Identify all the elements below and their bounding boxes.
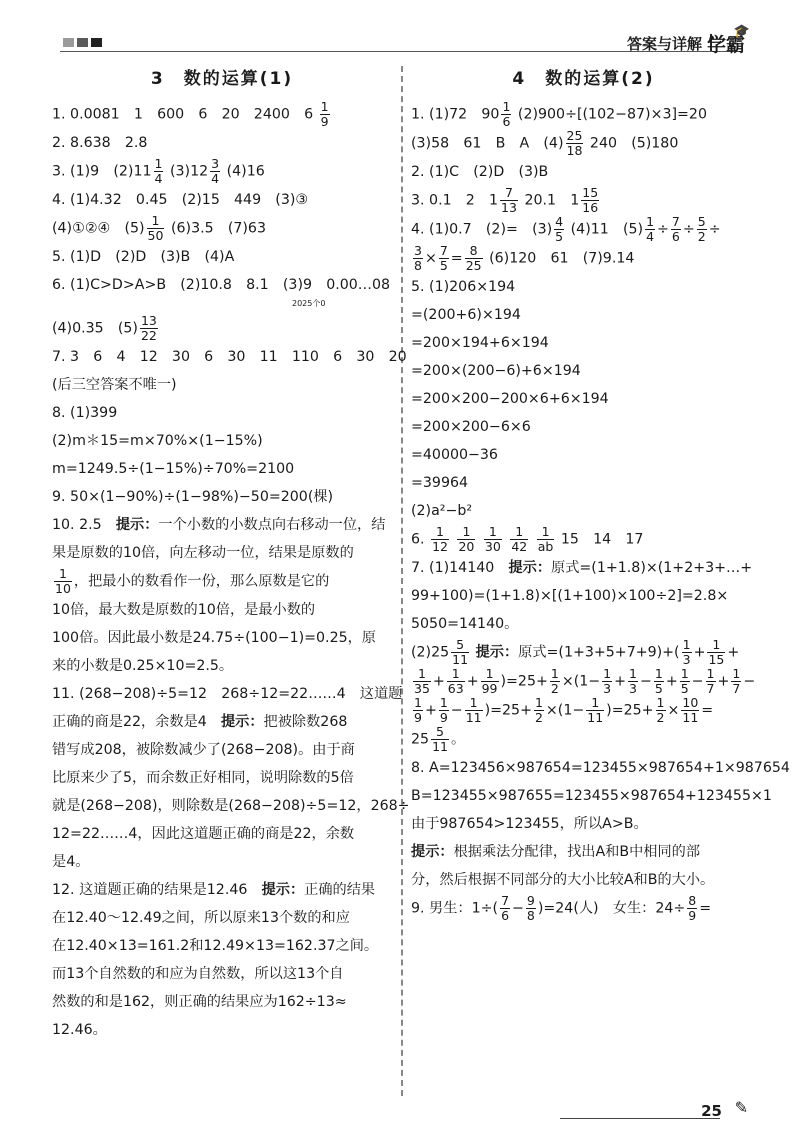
page-footer [560, 1098, 770, 1126]
answer-r5c: =200×194+6×194 [411, 335, 549, 351]
answer-7a: 7. 3 6 4 12 30 6 30 11 110 6 30 20 [52, 349, 407, 365]
answer-10d: 10倍，最大数是原数的10倍，是最小数的 [52, 602, 316, 618]
answer-r8c: 由于987654>123455，所以A>B。 [411, 816, 648, 832]
answer-7b: (后三空答案不唯一) [52, 377, 177, 393]
answer-r5f: =200×200−6×6 [411, 419, 531, 435]
answer-10a: 10. 2.5 提示：一个小数的小数点向右移动一位，结 [52, 517, 386, 533]
answer-12d: 而13个自然数的和应为自然数，所以这13个自 [52, 966, 344, 982]
answer-9: 9. 50×(1−90%)÷(1−98%)−50=200(棵) [52, 489, 334, 505]
answer-12f: 12.46。 [52, 1022, 107, 1038]
pencil-icon: ✎ [734, 1098, 748, 1117]
answer-11g: 是4。 [52, 854, 90, 870]
answer-r4b: $\frac{3}{8}$ × $\frac{7}{5}$ = $\frac{8}{25}$ (6)120 61 (7)9.14 [414, 243, 635, 273]
answer-r7g: 25 $\frac{5}{11}$ 。 [411, 724, 466, 754]
answer-r4a: 4. (1)0.7 (2)= (3) $\frac{4}{5}$ (4)11 (5) $\frac{1}{4}$ ÷ $\frac{7}{6}$ ÷ $\frac{5}{2}$ ÷ [411, 214, 721, 244]
answer-8a: 8. (1)399 [52, 405, 118, 421]
answer-r7c: 5050=14140。 [411, 616, 519, 632]
answer-1: 1. 0.0081 1 600 6 20 2400 6 $\frac{1}{9}$ [52, 99, 329, 129]
answer-4b: (4)①②④ (5) $\frac{1}{50}$ (6)3.5 (7)63 [52, 213, 266, 243]
answer-r7b: 99+100)=(1+1.8)×[(1+100)×100÷2]=2.8× [411, 588, 729, 604]
answer-4a: 4. (1)4.32 0.45 (2)15 449 (3)③ [52, 192, 309, 208]
answer-r5d: =200×(200−6)+6×194 [411, 363, 581, 379]
answer-12b: 在12.40～12.49之间，所以原来13个数的和应 [52, 910, 350, 926]
answer-11a: 11. (268−208)÷5=12 268÷12=22……4 这道题 [52, 686, 403, 702]
answer-5: 5. (1)D (2)D (3)B (4)A [52, 249, 235, 265]
answer-r3: 3. 0.1 2 1 $\frac{7}{13}$ 20.1 1 $\frac{15}{16}$ [411, 185, 599, 215]
header-square-light [63, 38, 74, 47]
answer-r7d: (2)25 $\frac{5}{11}$ 提示：原式=(1+3+5+7+9)+( $\frac{1}{3}$ + $\frac{1}{15}$ + [411, 637, 740, 667]
answer-10b: 果是原数的10倍，向左移动一位，结果是原数的 [52, 545, 354, 561]
answer-r1b: (3)58 61 B A (4) $\frac{25}{18}$ 240 (5)180 [411, 128, 679, 158]
graduation-cap-icon: 🎓 [733, 24, 750, 39]
answer-12c: 在12.40×13=161.2和12.49×13=162.37之间。 [52, 938, 379, 954]
brand-logo: 学霸 [706, 34, 745, 56]
answer-10f: 来的小数是0.25×10=2.5。 [52, 658, 234, 674]
answer-6a: 6. (1)C>D>A>B (2)10.8 8.1 (3)9 0.00…08 [52, 277, 391, 293]
answer-r5h: =39964 [411, 475, 469, 491]
answer-6-brace-note: 2025个0 [292, 299, 326, 308]
answer-2: 2. 8.638 2.8 [52, 135, 148, 151]
answer-r5g: =40000−36 [411, 447, 498, 463]
answer-r5a: 5. (1)206×194 [411, 279, 516, 295]
answer-r8a: 8. A=123456×987654=123455×987654+1×987654 [411, 760, 790, 776]
answer-r5e: =200×200−200×6+6×194 [411, 391, 609, 407]
answer-r9: 9. 男生：1÷( $\frac{7}{6}$ − $\frac{9}{8}$ )=24(人) 女生：24÷ $\frac{8}{9}$ = [411, 893, 712, 923]
answer-r8b: B=123455×987655=123455×987654+123455×1 [411, 788, 772, 804]
section-title-right: 4 数的运算(2) [512, 69, 655, 89]
answer-r8d: 提示：根据乘法分配律，找出A和B中相同的部 [411, 844, 701, 860]
answer-r7f: $\frac{1}{9}$ + $\frac{1}{9}$ − $\frac{1}{11}$ )=25+ $\frac{1}{2}$ ×(1− $\frac{1}{11}$ )=25+ $\frac{1}{2}$ × $\frac{10}{11}$ = [414, 695, 714, 725]
answer-3: 3. (1)9 (2)11 $\frac{1}{4}$ (3)12 $\frac{3}{4}$ (4)16 [52, 156, 265, 186]
answer-12e: 然数的和是162，则正确的结果应为162÷13≈ [52, 994, 347, 1010]
answer-11f: 12=22……4，因此这道题正确的商是22，余数 [52, 826, 355, 842]
header-square-dark [91, 38, 102, 47]
answer-r5b: =(200+6)×194 [411, 307, 521, 323]
header-title: 答案与详解 [626, 35, 702, 53]
answer-11b: 正确的商是22，余数是4 提示：把被除数268 [52, 714, 348, 730]
answer-r5i: (2)a²−b² [411, 503, 473, 519]
answer-8c: m=1249.5÷(1−15%)÷70%=2100 [52, 461, 295, 477]
answer-11d: 比原来少了5，而余数正好相同，说明除数的5倍 [52, 770, 354, 786]
answer-r1a: 1. (1)72 90 $\frac{1}{6}$ (2)900÷[(102−87)×3]=20 [411, 99, 707, 129]
right-column [411, 62, 790, 923]
answer-11e: 就是(268−208)，则除数是(268−208)÷5=12，268÷ [52, 798, 410, 814]
answer-10e: 100倍。因此最小数是24.75÷(100−1)=0.25，原 [52, 630, 376, 646]
answer-11c: 错写成208，被除数减少了(268−208)。由于商 [52, 742, 355, 758]
answer-r7a: 7. (1)14140 提示：原式=(1+1.8)×(1+2+3+…+ [411, 560, 753, 576]
section-title-left: 3 数的运算(1) [150, 69, 294, 89]
answer-6b: (4)0.35 (5) $\frac{13}{22}$ [52, 313, 157, 343]
answer-8b: (2)m＊15=m×70%×(1−15%) [52, 433, 263, 449]
answer-r6: 6. $\frac{1}{12}$ $\frac{1}{20}$ $\frac{1}{30}$ $\frac{1}{42}$ $\frac{1}{ab}$ 15 14 17 [411, 524, 644, 554]
left-column [52, 62, 410, 1044]
answer-12a: 12. 这道题正确的结果是12.46 提示：正确的结果 [52, 882, 376, 898]
column-divider [401, 66, 403, 1096]
footer-rule [560, 1118, 720, 1119]
header-square-mid [77, 38, 88, 47]
answer-r2: 2. (1)C (2)D (3)B [411, 164, 549, 180]
answer-10c: $\frac{1}{10}$ ，把最小的数看作一份，那么原数是它的 [55, 566, 330, 596]
page-number: 25 [701, 1102, 722, 1120]
page-header [0, 0, 800, 62]
answer-r8e: 分，然后根据不同部分的大小比较A和B的大小。 [411, 872, 715, 888]
answer-r7e: $\frac{1}{35}$ + $\frac{1}{63}$ + $\frac{1}{99}$ )=25+ $\frac{1}{2}$ ×(1− $\frac{1}{3}$ + $\frac{1}{3}$ − $\frac{1}{5}$ + $\frac{1}{5}$ − $\frac{1}{7}$ + $\frac{1}{7}$ − [414, 666, 756, 696]
